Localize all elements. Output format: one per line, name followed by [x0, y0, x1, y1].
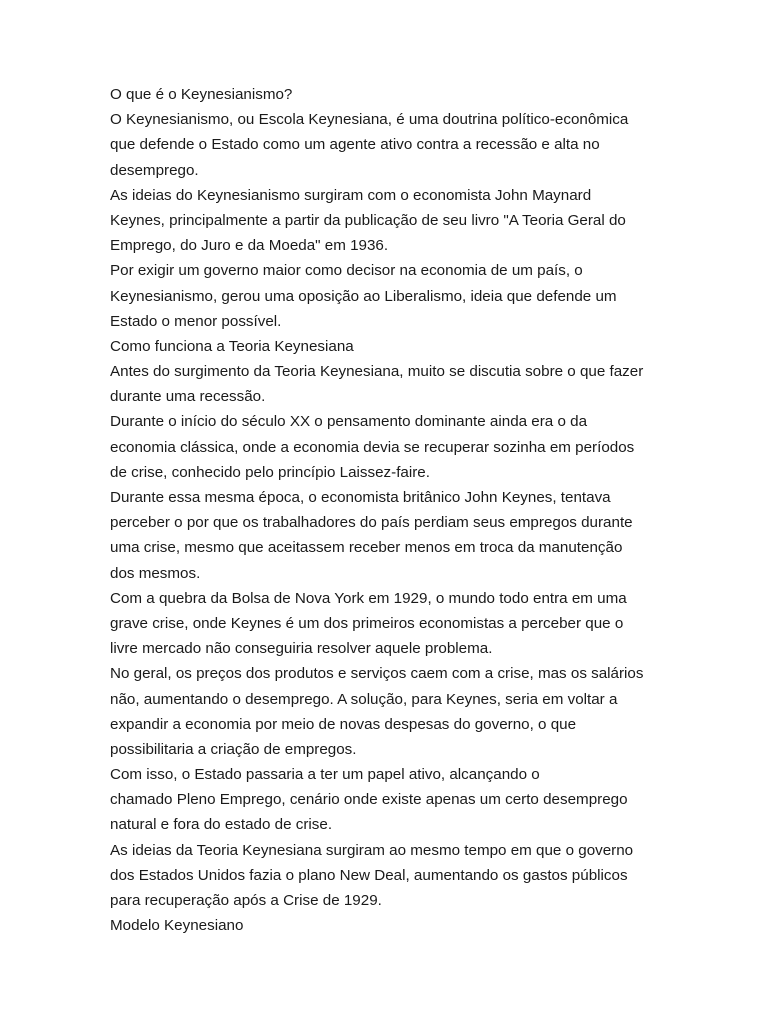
text-line: No geral, os preços dos produtos e serviços caem com a crise, mas os salários — [110, 665, 644, 683]
heading-question: O que é o Keynesianismo? — [110, 86, 293, 103]
text-line: Estado o menor possível. — [110, 312, 282, 330]
text-line: Por exigir um governo maior como decisor na economia de um país, o — [110, 262, 583, 280]
text-line: perceber o por que os trabalhadores do país perdiam seus empregos durante — [110, 514, 633, 532]
text-line: de crise, conhecido pelo princípio Laissez-faire. — [110, 463, 430, 481]
text-line: Keynesianismo, gerou uma oposição ao Liberalismo, ideia que defende um — [110, 287, 617, 305]
text-line: expandir a economia por meio de novas despesas do governo, o que — [110, 715, 577, 733]
text-line: Keynes, principalmente a partir da publicação de seu livro "A Teoria Geral do — [110, 211, 626, 229]
text-line: dos Estados Unidos fazia o plano New Deal, aumentando os gastos públicos — [110, 866, 628, 884]
text-line: possibilitaria a criação de empregos. — [110, 740, 357, 758]
text-line: dos mesmos. — [110, 564, 201, 582]
text-line: uma crise, mesmo que aceitassem receber menos em troca da manutenção — [110, 539, 623, 557]
text-line: natural e fora do estado de crise. — [110, 816, 333, 834]
text-line: livre mercado não conseguiria resolver aquele problema. — [110, 640, 493, 658]
text-line: economia clássica, onde a economia devia se recuperar sozinha em períodos — [110, 438, 635, 456]
text-line: O Keynesianismo, ou Escola Keynesiana, é uma doutrina político-econômica — [110, 111, 629, 129]
text-line: Durante o início do século XX o pensamento dominante ainda era o da — [110, 413, 588, 431]
text-line: para recuperação após a Crise de 1929. — [110, 892, 382, 909]
text-line: Com isso, o Estado passaria a ter um papel ativo, alcançando o — [110, 766, 540, 784]
text-line: As ideias do Keynesianismo surgiram com o economista John Maynard — [110, 186, 592, 204]
text-line: durante uma recessão. — [110, 388, 266, 406]
text-line: As ideias da Teoria Keynesiana surgiram ao mesmo tempo em que o governo — [110, 841, 634, 859]
text-line: desemprego. — [110, 161, 199, 179]
text-line: que defende o Estado como um agente ativo contra a recessão e alta no — [110, 136, 600, 154]
text-line: grave crise, onde Keynes é um dos primeiros economistas a perceber que o — [110, 614, 624, 632]
text-line: Com a quebra da Bolsa de Nova York em 1929, o mundo todo entra em uma — [110, 589, 627, 607]
section-heading: Como funciona a Teoria Keynesiana — [110, 337, 354, 355]
text-line: não, aumentando o desemprego. A solução, para Keynes, seria em voltar a — [110, 690, 618, 708]
text-line: Emprego, do Juro e da Moeda" em 1936. — [110, 237, 389, 255]
text-line: Durante essa mesma época, o economista britânico John Keynes, tentava — [110, 489, 611, 506]
section-heading: Modelo Keynesiano — [110, 917, 244, 935]
document-text — [110, 82, 670, 938]
text-line: Antes do surgimento da Teoria Keynesiana, muito se discutia sobre o que fazer — [110, 363, 644, 381]
text-line: chamado Pleno Emprego, cenário onde existe apenas um certo desemprego — [110, 791, 628, 809]
